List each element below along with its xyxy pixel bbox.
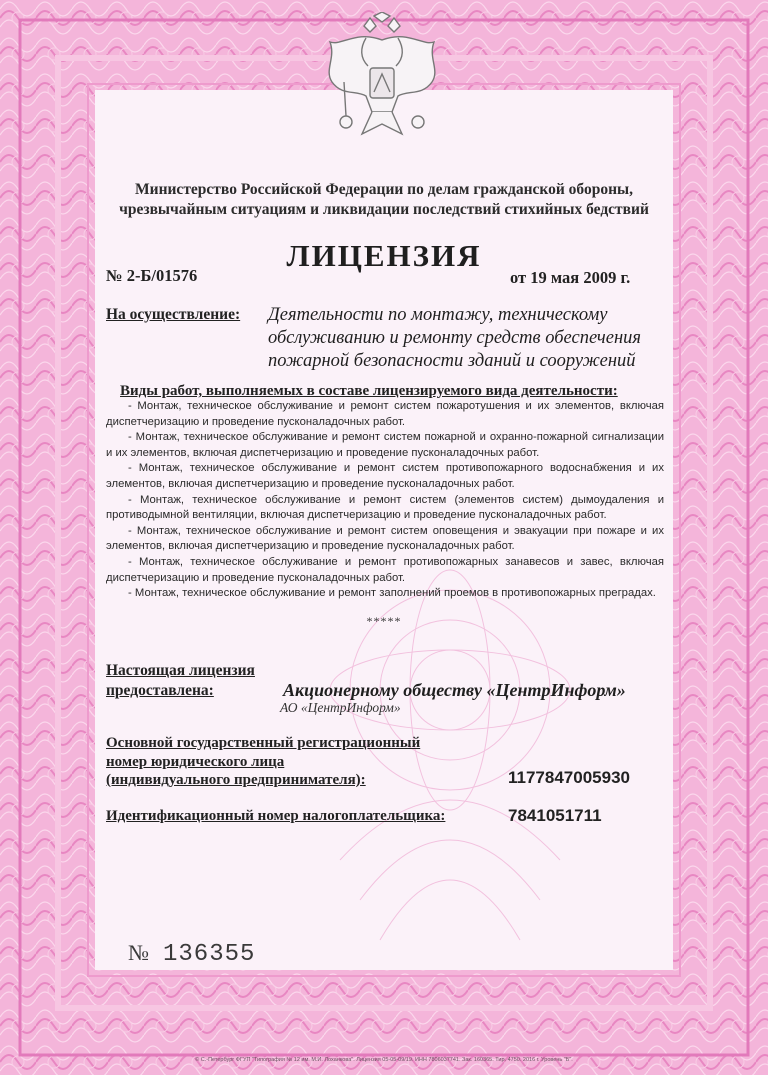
licensee-short-name: АО «ЦентрИнформ»: [280, 700, 401, 715]
work-item: - Монтаж, техническое обслуживание и ремонт систем пожарной и охранно-пожарной сигнализации и их элементов, включая диспетчеризацию и проведение пусконаладочных работ.: [106, 431, 664, 459]
activity-label: На осуществление:: [106, 306, 241, 323]
works-heading: Виды работ, выполняемых в составе лицензируемого вида деятельности:: [120, 383, 618, 399]
printer-imprint: © С.-Петербург ФГУП "Типография № 12 им. М.И. Лоханкова". Лицензия 05-05-09/19. ИНН 7806037741. Зак. 160365. Тир. 4750. 2016 г. Уровень "Б".: [195, 1057, 573, 1063]
activity-line-1: Деятельности по монтажу, техническому: [268, 305, 608, 325]
inn-label: Идентификационный номер налогоплательщика:: [106, 808, 446, 824]
licensee-full-name: Акционерному обществу «ЦентрИнформ»: [283, 680, 626, 700]
ministry-line-1: Министерство Российской Федерации по делам гражданской обороны,: [135, 181, 633, 198]
inn-value: 7841051711: [508, 806, 602, 825]
license-number: № 2-Б/01576: [106, 266, 198, 285]
serial-digits: 136355: [163, 941, 256, 968]
work-item: - Монтаж, техническое обслуживание и ремонт систем противопожарного водоснабжения и их элементов, включая диспетчеризацию и проведение пусконаладочных работ.: [106, 462, 664, 490]
ogrn-label-line-2: номер юридического лица: [106, 753, 285, 770]
activity-line-3: пожарной безопасности зданий и сооружений: [268, 351, 636, 371]
license-date: от 19 мая 2009 г.: [510, 268, 631, 287]
coat-of-arms-emblem: [316, 12, 448, 152]
activity-line-2: обслуживанию и ремонту средств обеспечения: [268, 328, 641, 348]
ogrn-value: 1177847005930: [508, 768, 630, 787]
ogrn-label: [106, 734, 420, 790]
licensee-label-line-2: предоставлена:: [106, 682, 214, 699]
ogrn-label-line-1: Основной государственный регистрационный: [106, 735, 421, 751]
work-item: - Монтаж, техническое обслуживание и ремонт заполнений проемов в противопожарных преградах.: [128, 587, 656, 600]
activity-description: [268, 304, 668, 373]
work-item: - Монтаж, техническое обслуживание и ремонт систем пожаротушения и их элементов, включая диспетчеризацию и проведение пусконаладочных работ.: [106, 400, 664, 428]
ogrn-label-line-3: (индивидуального предпринимателя):: [106, 772, 366, 788]
work-item: - Монтаж, техническое обслуживание и ремонт систем (элементов систем) дымоудаления и противодымной вентиляции, включая диспетчеризацию и проведение пусконаладочных работ.: [106, 493, 664, 522]
works-list: [106, 399, 664, 602]
serial-prefix: №: [128, 940, 149, 965]
document-title: ЛИЦЕНЗИЯ: [286, 238, 482, 273]
ministry-line-2: чрезвычайным ситуациям и ликвидации последствий стихийных бедствий: [119, 201, 649, 218]
licensee-label-line-1: Настоящая лицензия: [106, 662, 255, 679]
section-separator: *****: [366, 614, 402, 628]
work-item: - Монтаж, техническое обслуживание и ремонт противопожарных занавесов и завес, включая диспетчеризацию и проведение пусконаладочных работ.: [106, 555, 664, 584]
ministry-name: [110, 180, 658, 220]
form-serial-number: [128, 940, 255, 968]
work-item: - Монтаж, техническое обслуживание и ремонт систем оповещения и эвакуации при пожаре и их элементов, включая диспетчеризацию и проведение пусконаладочных работ.: [106, 524, 664, 553]
